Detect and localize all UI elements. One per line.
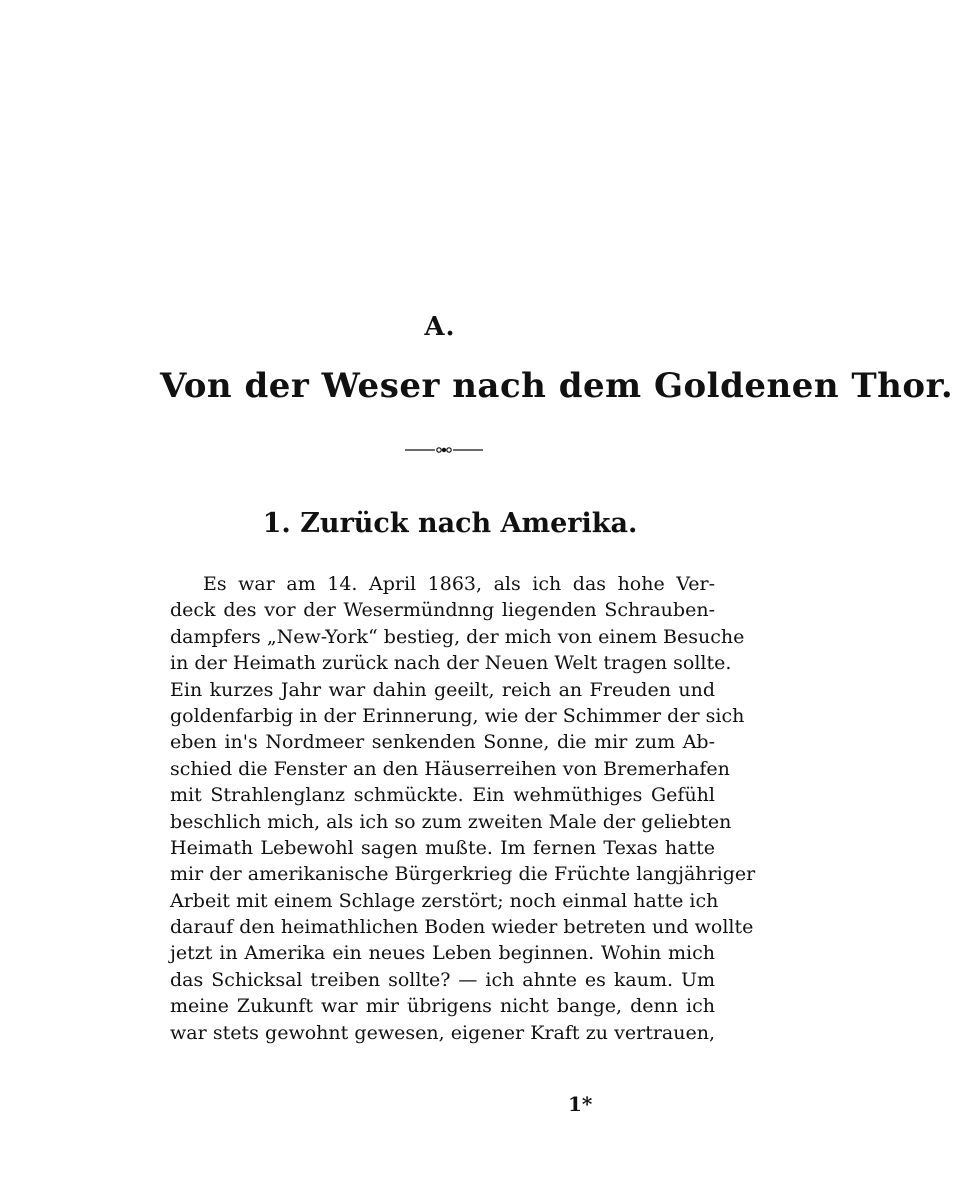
ornamental-divider-icon: [405, 444, 483, 456]
text-line: darauf den heimathlichen Boden wieder betreten und wollte: [170, 916, 754, 939]
text-line: Heimath Lebewohl sagen mußte. Im fernen Texas hatte: [170, 836, 715, 859]
text-line: meine Zukunft war mir übrigens nicht bange, denn ich: [170, 995, 715, 1018]
text-line: Arbeit mit einem Schlage zerstört; noch einmal hatte ich: [170, 889, 719, 912]
part-title: Von der Weser nach dem Goldenen Thor.: [160, 366, 953, 406]
text-line: goldenfarbig in der Erinnerung, wie der Schimmer der sich: [170, 704, 745, 727]
signature-mark: 1*: [568, 1092, 593, 1116]
body-text: [170, 571, 756, 1046]
text-line: mir der amerikanische Bürgerkrieg die Früchte langjähriger: [170, 863, 756, 886]
text-line: mit Strahlenglanz schmückte. Ein wehmüthiges Gefühl: [170, 784, 715, 807]
text-line: Es war am 14. April 1863, als ich das hohe Ver-: [203, 573, 715, 595]
text-line: jetzt in Amerika ein neues Leben beginnen. Wohin mich: [170, 942, 715, 965]
text-line: das Schicksal treiben sollte? — ich ahnte es kaum. Um: [170, 968, 715, 991]
text-line: war stets gewohnt gewesen, eigener Kraft zu vertrauen,: [170, 1021, 715, 1044]
text-line: in der Heimath zurück nach der Neuen Welt tragen sollte.: [170, 652, 732, 675]
part-letter: A.: [424, 312, 456, 342]
text-line: schied die Fenster an den Häuserreihen von Bremerhafen: [170, 757, 730, 780]
text-line: Ein kurzes Jahr war dahin geeilt, reich an Freuden und: [170, 678, 715, 701]
text-line: beschlich mich, als ich so zum zweiten Male der geliebten: [170, 810, 732, 833]
text-line: eben in's Nordmeer senkenden Sonne, die mir zum Ab-: [170, 731, 715, 754]
chapter-title: 1. Zurück nach Amerika.: [262, 508, 638, 539]
text-line: deck des vor der Wesermündnng liegenden Schrauben-: [170, 599, 715, 622]
text-line: dampfers „New-York“ bestieg, der mich von einem Besuche: [170, 625, 745, 648]
